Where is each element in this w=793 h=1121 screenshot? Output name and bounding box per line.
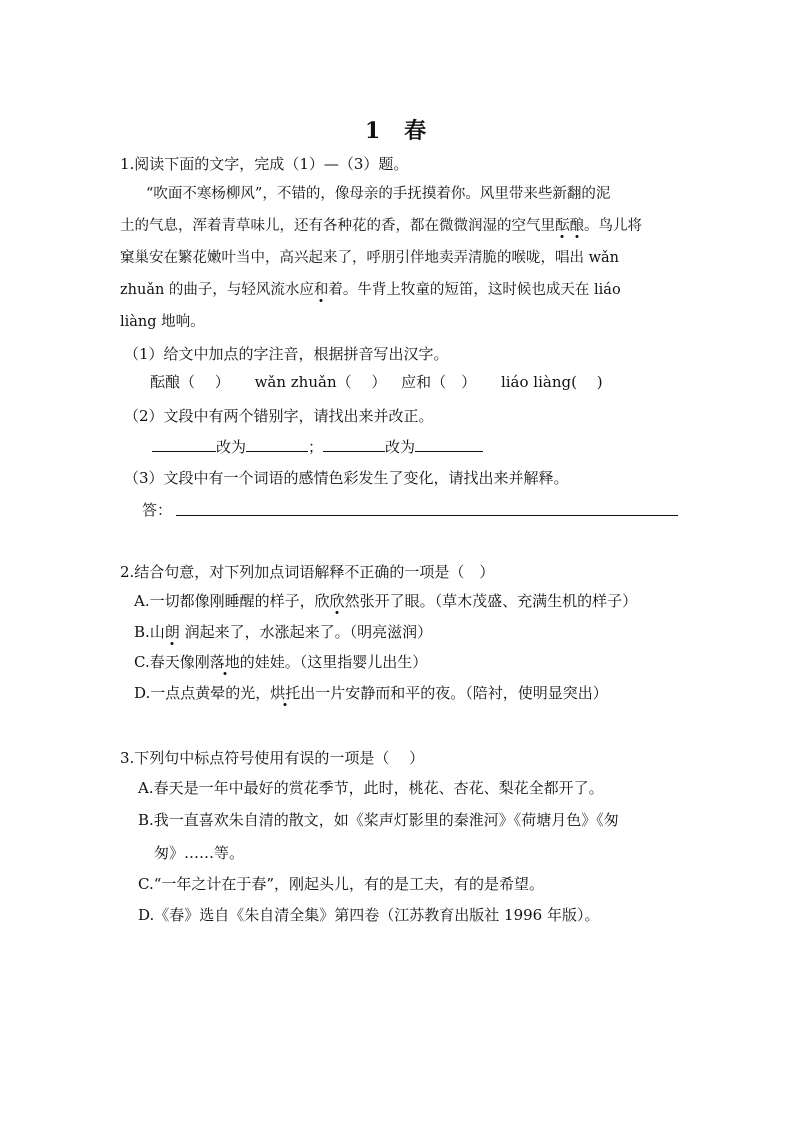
dotted-char: 酿 (569, 218, 584, 234)
option-c: C.“一年之计在于春”，刚起头儿，有的是工夫，有的是希望。 (138, 875, 545, 893)
answer-line[interactable] (176, 515, 678, 516)
question-3-stem: 3.下列句中标点符号使用有误的一项是（ ） (120, 749, 425, 767)
blank-line[interactable] (246, 436, 308, 452)
lesson-title: 春 (404, 118, 429, 144)
option-b: B.我一直喜欢朱自清的散文，如《桨声灯影里的秦淮河》《荷塘月色》《匆 (138, 811, 619, 829)
blank-line[interactable] (152, 436, 216, 452)
option-b: B.山朗 润起来了，水涨起来了。（明亮滋润） (134, 623, 433, 641)
pinyin-item: wǎn zhuǎn（ ） (254, 373, 387, 391)
option-c: C.春天像刚落地的娃娃。（这里指婴儿出生） (134, 653, 428, 671)
pinyin-item: 酝酿（ ） (150, 373, 230, 391)
sub-question-1: （1）给文中加点的字注音，根据拼音写出汉字。 (124, 345, 449, 363)
passage-line: “吹面不寒杨柳风”，不错的，像母亲的手抚摸着你。风里带来些新翻的泥 (146, 186, 611, 202)
passage-line: 窠巢安在繁花嫩叶当中，高兴起来了，呼朋引伴地卖弄清脆的喉咙，唱出 wǎn (120, 250, 620, 266)
option-a: A.春天是一年中最好的赏花季节，此时，桃花、杏花、梨花全都开了。 (138, 779, 604, 797)
correction-row: 改为 ； 改为 (152, 436, 483, 457)
question-2-stem: 2.结合句意，对下列加点词语解释不正确的一项是（ ） (120, 563, 495, 581)
dotted-char: 酝 (555, 218, 570, 234)
pinyin-item: liáo liàng( ) (500, 373, 603, 391)
dotted-char: 和 (313, 282, 329, 298)
question-1-stem: 1.阅读下面的文字，完成（1）—（3）题。 (120, 155, 409, 173)
sub-question-2: （2）文段中有两个错别字，请找出来并改正。 (124, 407, 434, 425)
pinyin-items (150, 372, 603, 392)
pinyin-item: 应和（ ） (401, 373, 477, 391)
page-title (0, 114, 793, 145)
option-d: D.一点点黄晕的光，烘托出一片安静而和平的夜。（陪衬，使明显突出） (134, 684, 608, 702)
passage-line: zhuǎn 的曲子，与轻风流水应和着。牛背上牧童的短笛，这时候也成天在 liáo (120, 282, 621, 298)
option-b-continued: 匆》……等。 (154, 844, 245, 862)
option-d: D.《春》选自《朱自清全集》第四卷（江苏教育出版社 1996 年版）。 (138, 906, 600, 924)
blank-line[interactable] (323, 436, 385, 452)
passage-line: liàng 地响。 (120, 314, 205, 330)
option-a: A.一切都像刚睡醒的样子，欣欣然张开了眼。（草木茂盛、充满生机的样子） (134, 592, 638, 610)
passage-line: 土的气息，浑着青草味儿，还有各种花的香，都在微微润湿的空气里酝酿。鸟儿将 (120, 218, 642, 234)
answer-label: 答： (142, 501, 173, 519)
sub-question-3: （3）文段中有一个词语的感情色彩发生了变化，请找出来并解释。 (124, 469, 569, 487)
lesson-number: 1 (364, 118, 383, 144)
blank-line[interactable] (415, 436, 483, 452)
